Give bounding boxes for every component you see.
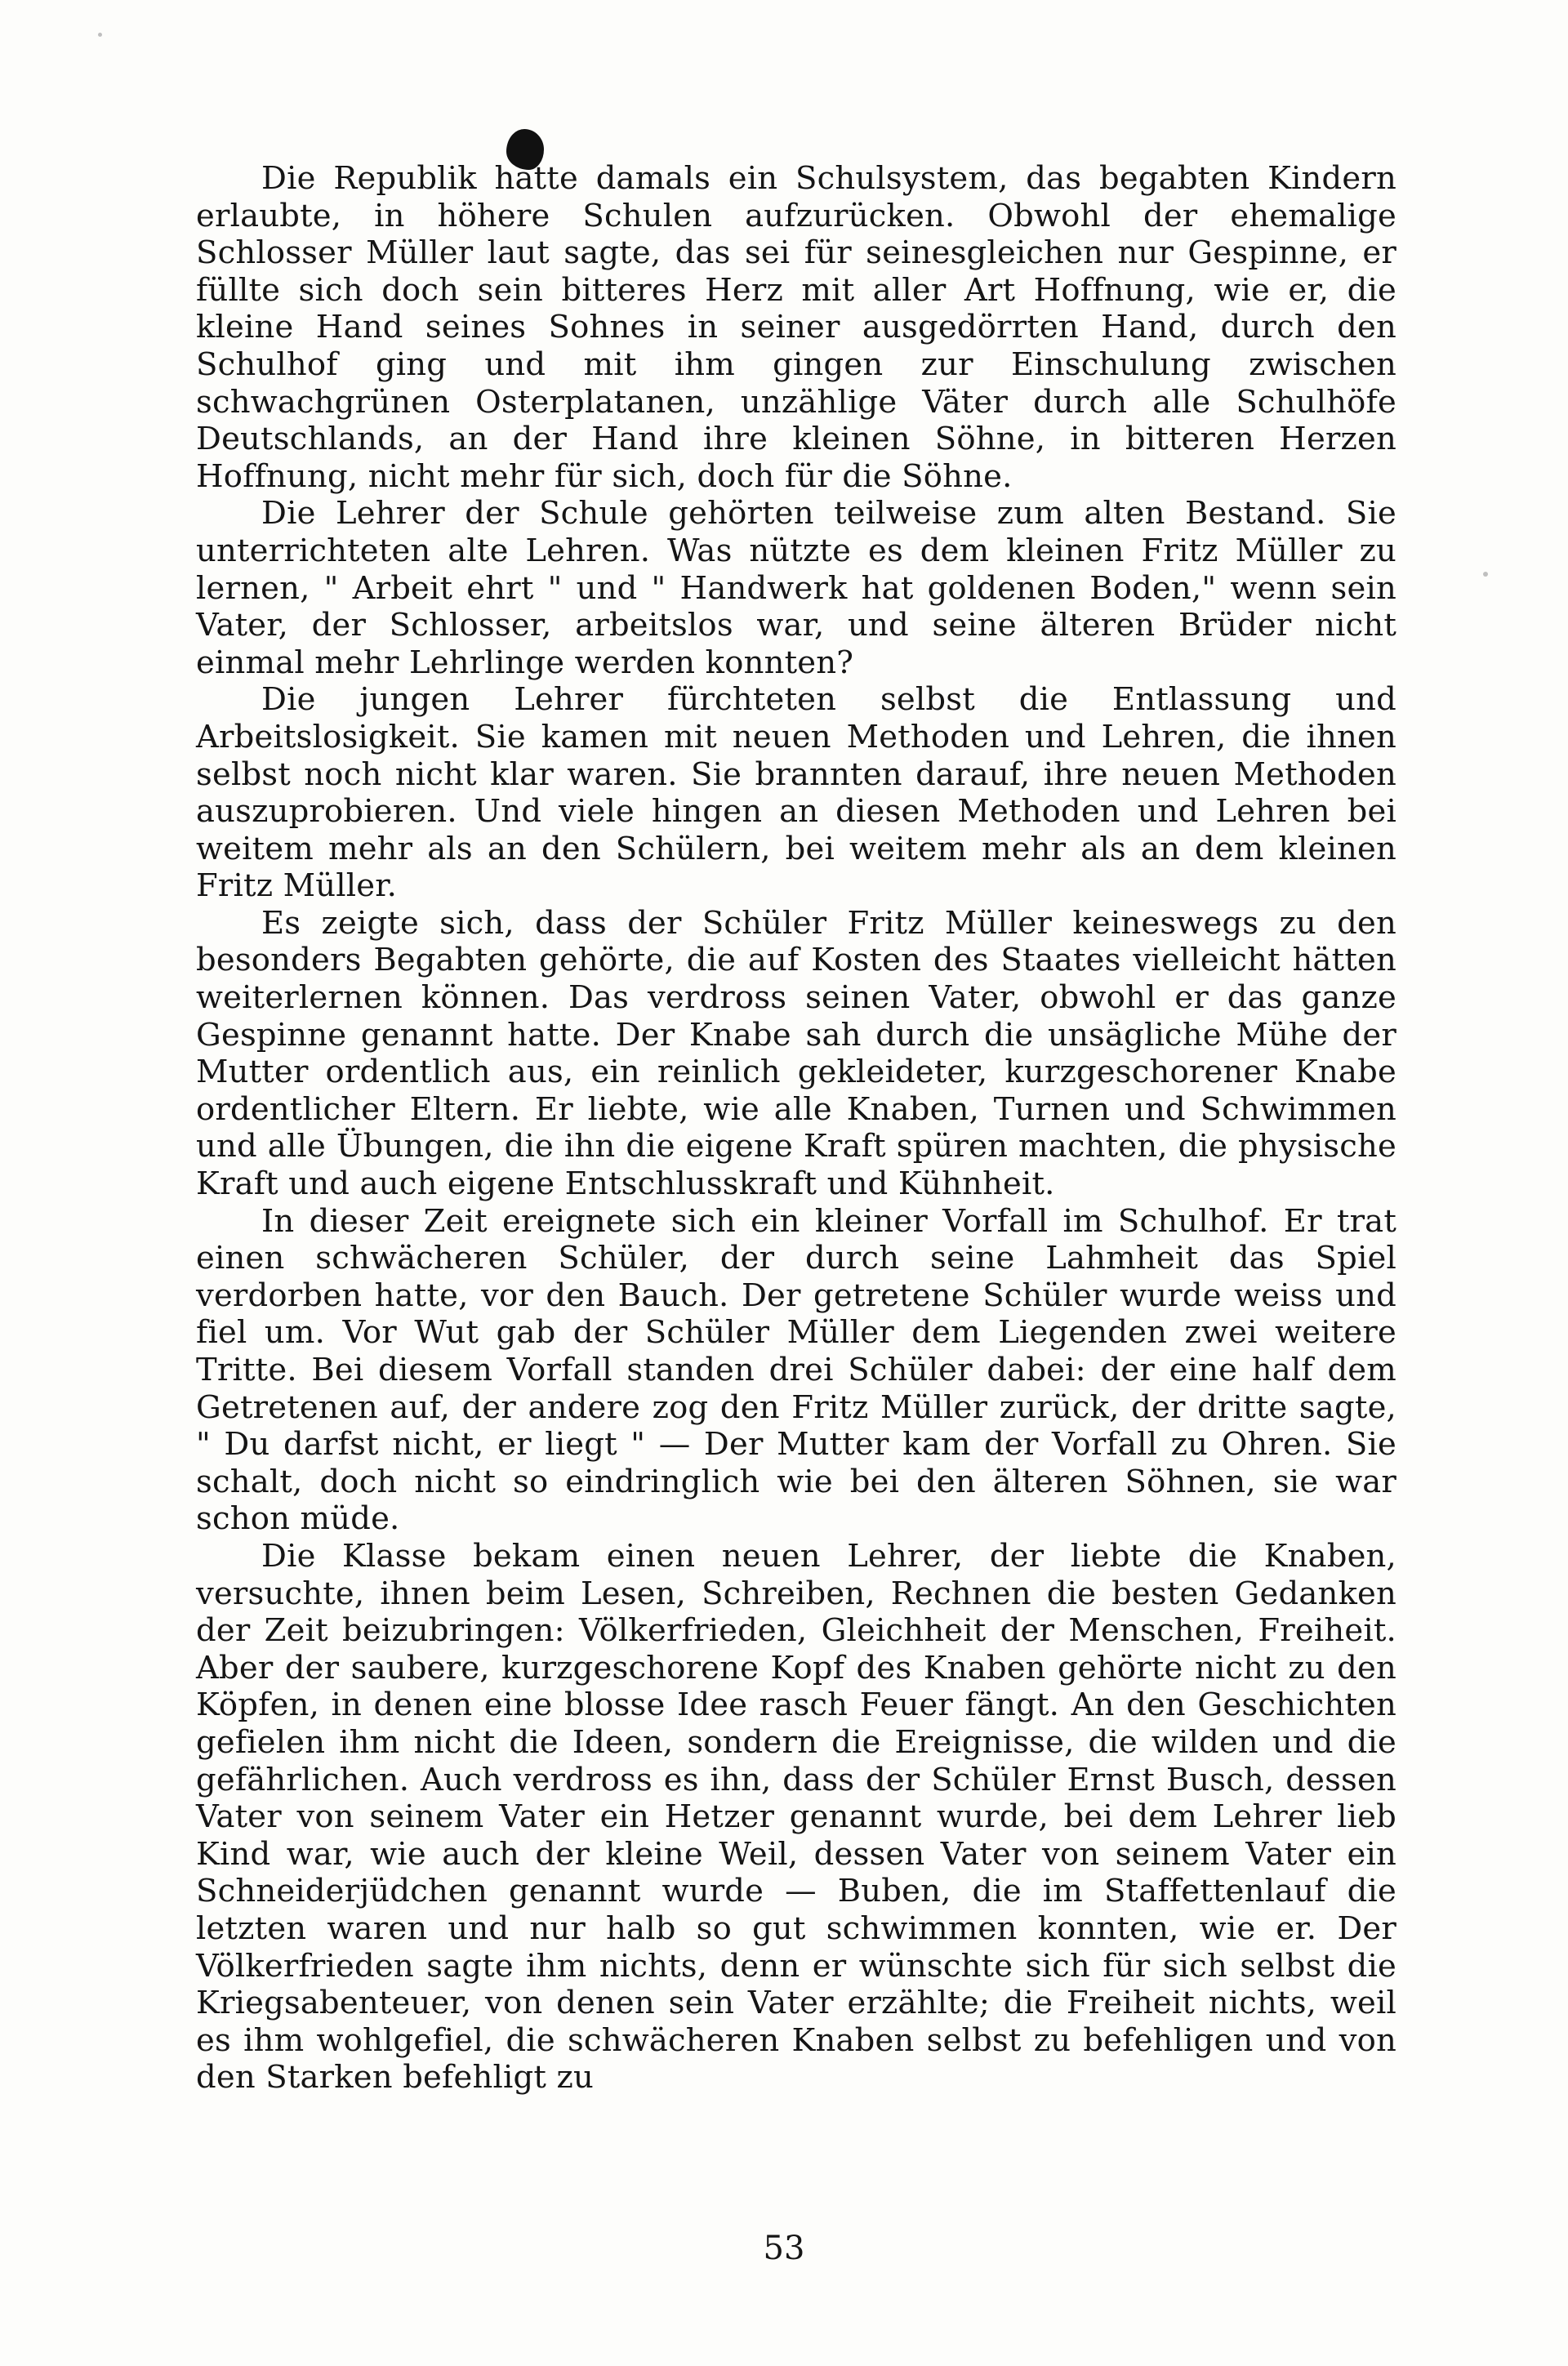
body-text	[196, 160, 1396, 2096]
page-number: 53	[763, 2230, 805, 2267]
paragraph-4: Es zeigte sich, dass der Schüler Fritz Müller keineswegs zu den besonders Begabten gehörte, die auf Kosten des Staates vielleicht hätten weiterlernen können. Das verdross seinen Vater, obwohl er das ganze Gespinne genannt hatte. Der Knabe sah durch die unsägliche Mühe der Mutter ordentlich aus, ein reinlich gekleideter, kurzgeschorener Knabe ordentlicher Eltern. Er liebte, wie alle Knaben, Turnen und Schwimmen und alle Übungen, die ihn die eigene Kraft spüren machten, die physische Kraft und auch eigene Entschlusskraft und Kühnheit.	[196, 904, 1396, 1203]
paragraph-6: Die Klasse bekam einen neuen Lehrer, der liebte die Knaben, versuchte, ihnen beim Lesen, Schreiben, Rechnen die besten Gedanken der Zeit beizubringen: Völkerfrieden, Gleichheit der Menschen, Freiheit. Aber der saubere, kurzgeschorene Kopf des Knaben gehörte nicht zu den Köpfen, in denen eine blosse Idee rasch Feuer fängt. An den Geschichten gefielen ihm nicht die Ideen, sondern die Ereignisse, die wilden und die gefährlichen. Auch verdross es ihn, dass der Schüler Ernst Busch, dessen Vater von seinem Vater ein Hetzer genannt wurde, bei dem Lehrer lieb Kind war, wie auch der kleine Weil, dessen Vater von seinem Vater ein Schneiderjüdchen genannt wurde — Buben, die im Staffettenlauf die letzten waren und nur halb so gut schwimmen konnten, wie er. Der Völkerfrieden sagte ihm nichts, denn er wünschte sich für sich selbst die Kriegsabenteuer, von denen sein Vater erzählte; die Freiheit nichts, weil es ihm wohlgefiel, die schwächeren Knaben selbst zu befehligen und von den Starken befehligt zu	[196, 1537, 1396, 2096]
paragraph-3: Die jungen Lehrer fürchteten selbst die Entlassung und Arbeitslosigkeit. Sie kamen mit neuen Methoden und Lehren, die ihnen selbst noch nicht klar waren. Sie brannten darauf, ihre neuen Methoden auszuprobieren. Und viele hingen an diesen Methoden und Lehren bei weitem mehr als an den Schülern, bei weitem mehr als an dem kleinen Fritz Müller.	[196, 681, 1396, 905]
paragraph-1: Die Republik hatte damals ein Schulsystem, das begabten Kindern erlaubte, in höhere Schulen aufzurücken. Obwohl der ehemalige Schlosser Müller laut sagte, das sei für seinesgleichen nur Gespinne, er füllte sich doch sein bitteres Herz mit aller Art Hoffnung, wie er, die kleine Hand seines Sohnes in seiner ausgedörrten Hand, durch den Schulhof ging und mit ihm gingen zur Einschulung zwischen schwachgrünen Osterplatanen, unzählige Väter durch alle Schulhöfe Deutschlands, an der Hand ihre kleinen Söhne, in bitteren Herzen Hoffnung, nicht mehr für sich, doch für die Söhne.	[196, 160, 1396, 495]
paragraph-5: In dieser Zeit ereignete sich ein kleiner Vorfall im Schulhof. Er trat einen schwächeren Schüler, der durch seine Lahmheit das Spiel verdorben hatte, vor den Bauch. Der getretene Schüler wurde weiss und fiel um. Vor Wut gab der Schüler Müller dem Liegenden zwei weitere Tritte. Bei diesem Vorfall standen drei Schüler dabei: der eine half dem Getretenen auf, der andere zog den Fritz Müller zurück, der dritte sagte, " Du darfst nicht, er liegt " — Der Mutter kam der Vorfall zu Ohren. Sie schalt, doch nicht so eindringlich wie bei den älteren Söhnen, sie war schon müde.	[196, 1202, 1396, 1538]
paper-speck	[98, 33, 102, 37]
paragraph-2: Die Lehrer der Schule gehörten teilweise zum alten Bestand. Sie unterrichteten alte Lehren. Was nützte es dem kleinen Fritz Müller zu lernen, " Arbeit ehrt " und " Handwerk hat goldenen Boden," wenn sein Vater, der Schlosser, arbeitslos war, und seine älteren Brüder nicht einmal mehr Lehrlinge werden konnten?	[196, 495, 1396, 681]
paper-speck	[1483, 572, 1488, 577]
